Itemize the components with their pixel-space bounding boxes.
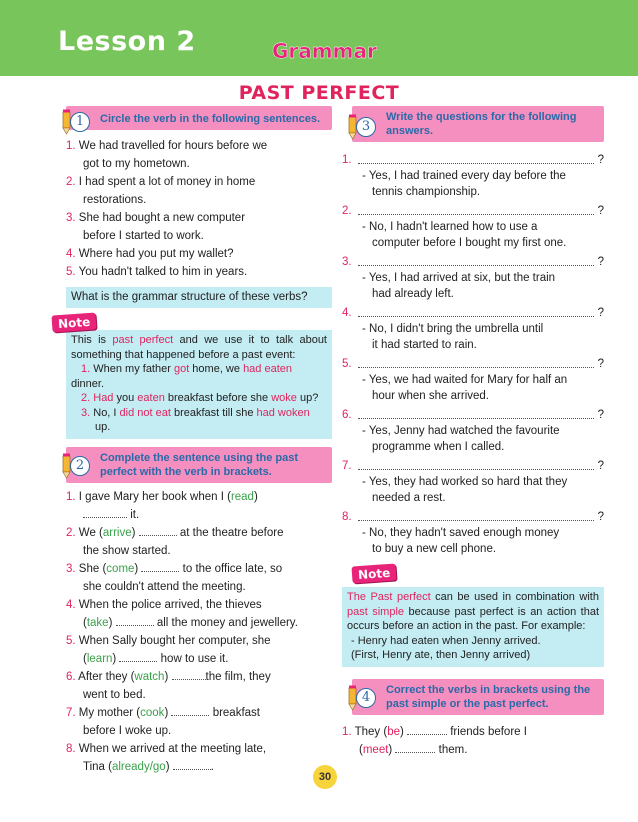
exercise-2-header [66, 447, 332, 483]
answer-blank[interactable] [173, 760, 211, 770]
exercise-instruction: Correct the verbs in brackets using the past simple or the past perfect. [386, 683, 591, 710]
list-item: 5. You hadn't talked to him in years. [66, 266, 248, 278]
exercise-1-header [66, 106, 332, 130]
exercise-number-badge [62, 107, 92, 137]
list-item: 2. We (arrive) at the theatre before the show started. [66, 526, 284, 557]
note-example: - Henry had eaten when Jenny arrived. [351, 634, 541, 647]
note-label [352, 565, 604, 583]
note-box: The Past perfect can be used in combination with past simple because past perfect is an action that occurs before an action in the past. For example: - Henry had eaten when Jenny arrived. (First, Henry ate, then Jenny arrived) [342, 587, 604, 667]
question-blank-line[interactable]: 1. ? [342, 154, 604, 166]
exercise-3-list [342, 151, 604, 557]
exercise-4-list [342, 723, 604, 759]
answer-blank[interactable] [116, 616, 154, 626]
note-example: 2. Had you eaten breakfast before she woke up? [81, 392, 319, 404]
exercise-3-header [352, 106, 604, 142]
exercise-number-badge [348, 683, 378, 713]
question-blank-line[interactable]: 5. ? [342, 358, 604, 370]
list-item: 4. Where had you put my wallet? [66, 248, 234, 260]
exercise-number: 1 [70, 112, 90, 132]
list-item: 1. I gave Mary her book when I (read) it. [66, 490, 258, 521]
exercise-number-badge [348, 112, 378, 142]
question-blank-line[interactable]: 8. ? [342, 511, 604, 523]
answer-text: - No, they hadn't saved enough money to buy a new cell phone. [362, 527, 560, 555]
question-blank-line[interactable]: 2. ? [342, 205, 604, 217]
grammar-question-box: What is the grammar structure of these verbs? [66, 287, 332, 308]
list-item: 3. She (come) to the office late, so she couldn't attend the meeting. [66, 562, 283, 593]
exercise-number: 4 [356, 688, 376, 708]
exercise-4-header [352, 679, 604, 715]
section-title: Grammar [272, 39, 377, 63]
note-example: 1. When my father got home, we had eaten [81, 363, 292, 375]
note-tab: Note [351, 563, 396, 583]
note-tab: Note [51, 312, 96, 332]
right-column [342, 106, 604, 759]
list-item: 1. We had travelled for hours before we got to my hometown. [66, 140, 268, 170]
exercise-instruction: Complete the sentence using the past perfect with the verb in brackets. [100, 451, 299, 478]
exercise-instruction: Write the questions for the following answers. [386, 111, 577, 137]
list-item: 5. When Sally bought her computer, she (learn) how to use it. [66, 634, 271, 665]
exercise-2-list [66, 488, 332, 776]
answer-text: - Yes, I had arrived at six, but the train had already left. [362, 272, 556, 300]
answer-text: - Yes, I had trained every day before the tennis championship. [362, 170, 566, 198]
answer-text: - Yes, we had waited for Mary for half an hour when she arrived. [362, 374, 568, 402]
answer-text: - Yes, they had worked so hard that they needed a rest. [362, 476, 568, 504]
left-column [57, 106, 332, 776]
list-item: 6. After they (watch) the film, they went to bed. [66, 670, 271, 701]
list-item: 1. They (be) friends before I (meet) them. [342, 725, 527, 756]
note-example: (First, Henry ate, then Jenny arrived) [351, 649, 531, 661]
question-blank-line[interactable]: 6. ? [342, 409, 604, 421]
exercise-number: 3 [356, 117, 376, 137]
answer-blank[interactable] [407, 725, 447, 735]
answer-blank[interactable] [141, 562, 179, 572]
list-item: 8. When we arrived at the meeting late, Tina (already/go) . [66, 742, 267, 773]
answer-blank[interactable] [395, 743, 435, 753]
lesson-title: Lesson 2 [58, 26, 196, 57]
exercise-instruction: Circle the verb in the following sentences. [100, 113, 321, 125]
answer-blank[interactable] [172, 670, 206, 680]
page-number: 30 [313, 765, 337, 789]
page-title: PAST PERFECT [238, 82, 400, 104]
list-item: 4. When the police arrived, the thieves (take) all the money and jewellery. [66, 598, 298, 629]
list-item: 3. She had bought a new computer before I started to work. [66, 212, 246, 242]
answer-blank[interactable] [139, 526, 177, 536]
note-example: 3. No, I did not eat breakfast till she had woken up. [81, 406, 310, 433]
list-item: 2. I had spent a lot of money in home restorations. [66, 176, 256, 206]
answer-blank[interactable] [171, 706, 209, 716]
exercise-number-badge [62, 451, 92, 481]
answer-text: - No, I didn't bring the umbrella until it had started to rain. [362, 323, 544, 351]
note-label [52, 314, 332, 330]
question-blank-line[interactable]: 7. ? [342, 460, 604, 472]
answer-blank[interactable] [83, 508, 127, 518]
note-box: This is past perfect and we use it to talk about something that happened before a past event: 1. When my father got home, we had eaten dinner. 2. Had you eaten breakfast before she woke up? 3. No, I did not eat breakfast till she had woken up. [66, 330, 332, 439]
list-item: 7. My mother (cook) breakfast before I woke up. [66, 706, 260, 737]
exercise-number: 2 [70, 456, 90, 476]
question-blank-line[interactable]: 3. ? [342, 256, 604, 268]
lesson-header [0, 0, 638, 76]
answer-blank[interactable] [119, 652, 157, 662]
answer-text: - Yes, Jenny had watched the favourite programme when I called. [362, 425, 560, 453]
exercise-1-list [66, 137, 332, 281]
answer-text: - No, I hadn't learned how to use a computer before I bought my first one. [362, 221, 567, 249]
question-blank-line[interactable]: 4. ? [342, 307, 604, 319]
